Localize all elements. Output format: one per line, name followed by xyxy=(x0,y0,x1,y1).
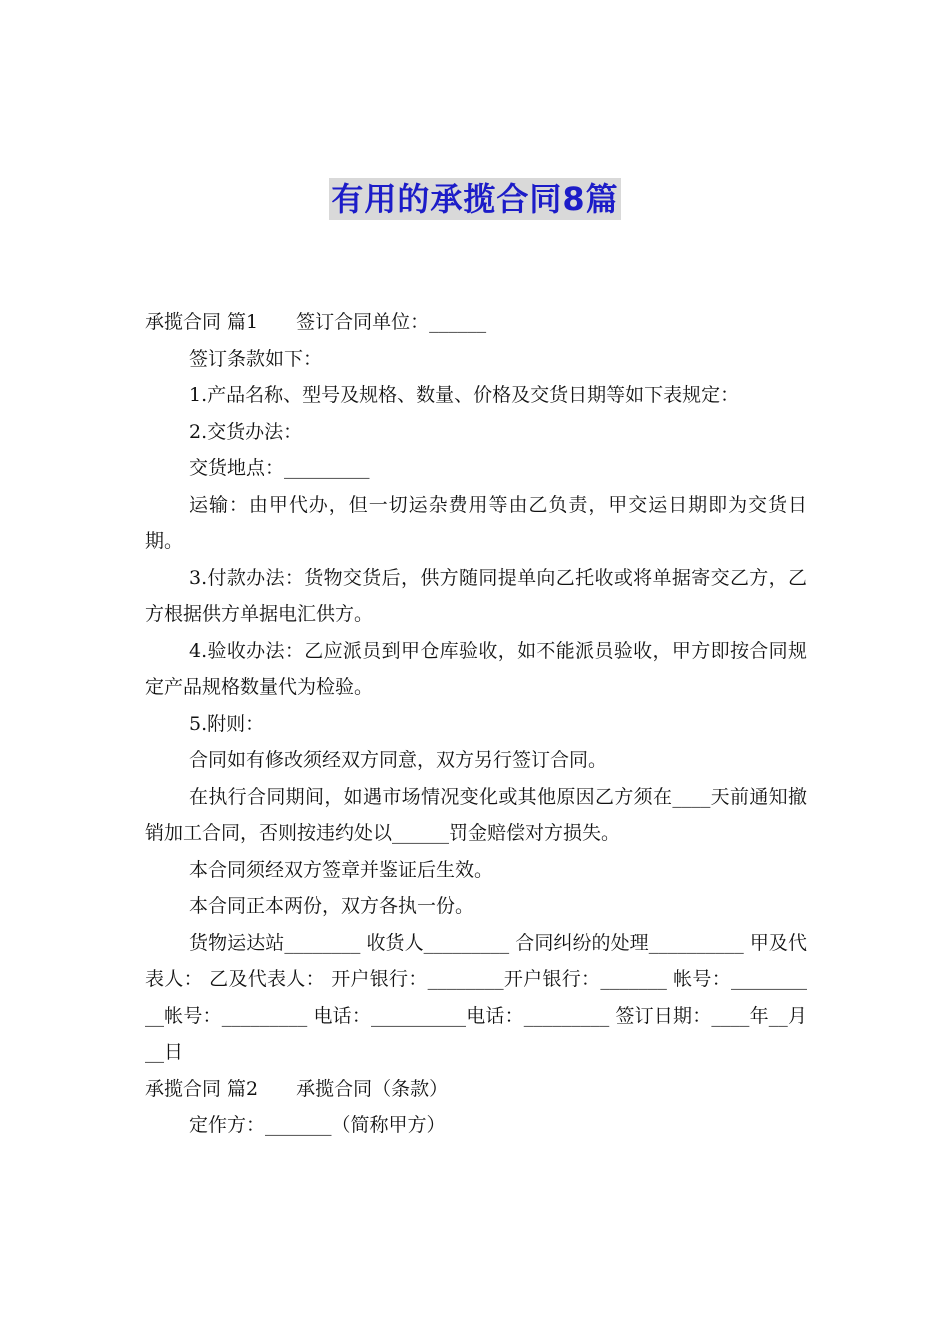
paragraph: 承揽合同 篇2 承揽合同（条款） xyxy=(145,1077,449,1100)
title-container xyxy=(0,178,950,220)
paragraph: 4.验收办法：乙应派员到甲仓库验收，如不能派员验收，甲方即按合同规定产品规格数量代为检验。 xyxy=(145,639,807,698)
paragraph: 运输：由甲代办，但一切运杂费用等由乙负责，甲交运日期即为交货日期。 xyxy=(145,493,807,552)
paragraph: 签订条款如下： xyxy=(189,347,323,370)
document-title: 有用的承揽合同8篇 xyxy=(331,180,619,218)
paragraph: 合同如有修改须经双方同意，双方另行签订合同。 xyxy=(189,749,608,771)
paragraph: 在执行合同期间，如遇市场情况变化或其他原因乙方须在____天前通知撤销加工合同，否则按违约处以______罚金赔偿对方损失。 xyxy=(145,785,807,844)
paragraph: 2.交货办法： xyxy=(189,420,303,443)
paragraph: 承揽合同 篇1 签订合同单位：______ xyxy=(145,311,487,333)
paragraph: 定作方：_______（简称甲方） xyxy=(189,1114,446,1136)
paragraph: 本合同正本两份，双方各执一份。 xyxy=(189,895,475,917)
paragraph: 货物运达站________ 收货人_________ 合同纠纷的处理__________ 甲及代表人： 乙及代表人： 开户银行：________开户银行：_______ 帐号：__________帐号：_________ 电话：__________电话：_________ 签订日期：____年__月__日 xyxy=(145,931,807,1063)
paragraph: 1.产品名称、型号及规格、数量、价格及交货日期等如下表规定： xyxy=(189,384,740,406)
paragraph: 交货地点：_________ xyxy=(189,457,370,479)
document-body xyxy=(145,304,807,1144)
paragraph: 本合同须经双方签章并鉴证后生效。 xyxy=(189,858,494,881)
paragraph: 5.附则： xyxy=(189,712,265,735)
paragraph: 3.付款办法：货物交货后，供方随同提单向乙托收或将单据寄交乙方，乙方根据供方单据电汇供方。 xyxy=(145,566,807,625)
